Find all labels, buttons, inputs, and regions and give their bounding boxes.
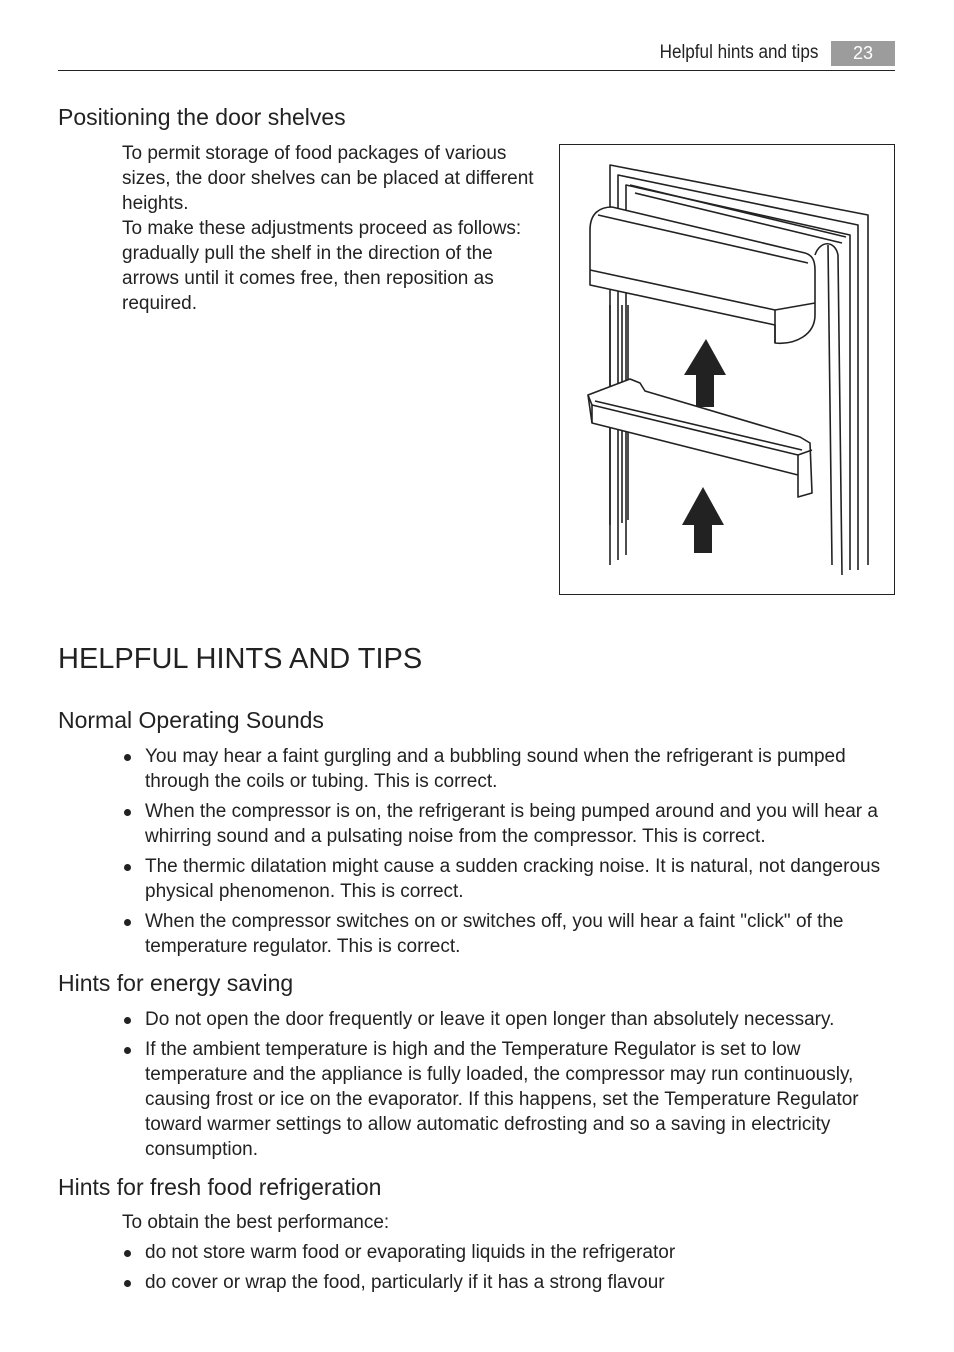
energy-list [122,1007,897,1167]
list-item: The thermic dilatation might cause a sudden cracking noise. It is natural, not dangerous physical phenomenon. This is correct. [122,854,897,904]
door-shelves-text [122,141,542,316]
running-title: Helpful hints and tips [659,42,818,63]
page-number: 23 [831,41,895,66]
heading-normal-sounds: Normal Operating Sounds [58,707,324,733]
list-item: do not store warm food or evaporating liquids in the refrigerator [122,1240,897,1265]
fresh-list [122,1240,897,1300]
door-paragraph-1: To permit storage of food packages of various sizes, the door shelves can be placed at different heights. [122,143,534,214]
list-item: When the compressor switches on or switches off, you will hear a faint "click" of the temperature regulator. This is correct. [122,909,897,959]
arrow-up-icon [682,487,724,553]
door-paragraph-2: To make these adjustments proceed as follows: gradually pull the shelf in the direction of the arrows until it comes free, then reposition as required. [122,218,522,314]
door-shelf-illustration [560,145,894,594]
list-item: You may hear a faint gurgling and a bubbling sound when the refrigerant is pumped through the coils or tubing. This is correct. [122,744,897,794]
arrow-up-icon [684,339,726,407]
list-item: When the compressor is on, the refrigerant is being pumped around and you will hear a whirring sound and a pulsating noise from the compressor. This is correct. [122,799,897,849]
page-header [58,38,895,71]
list-item: If the ambient temperature is high and the Temperature Regulator is set to low temperature and the appliance is fully loaded, the compressor may run continuously, causing frost or ice on the evaporator. If this happens, set the Temperature Regulator toward warmer settings to allow automatic defrosting and so a saving in electricity consumption. [122,1037,897,1162]
header-rule [58,70,895,71]
list-item: Do not open the door frequently or leave it open longer than absolutely necessary. [122,1007,897,1032]
heading-door-shelves: Positioning the door shelves [58,104,346,130]
heading-energy-saving: Hints for energy saving [58,970,294,996]
main-title: HELPFUL HINTS AND TIPS [58,643,423,675]
fresh-intro: To obtain the best performance: [122,1212,390,1233]
door-shelf-figure [559,144,895,595]
list-item: do cover or wrap the food, particularly if it has a strong flavour [122,1270,897,1295]
heading-fresh-food: Hints for fresh food refrigeration [58,1174,382,1200]
sounds-list [122,744,897,964]
